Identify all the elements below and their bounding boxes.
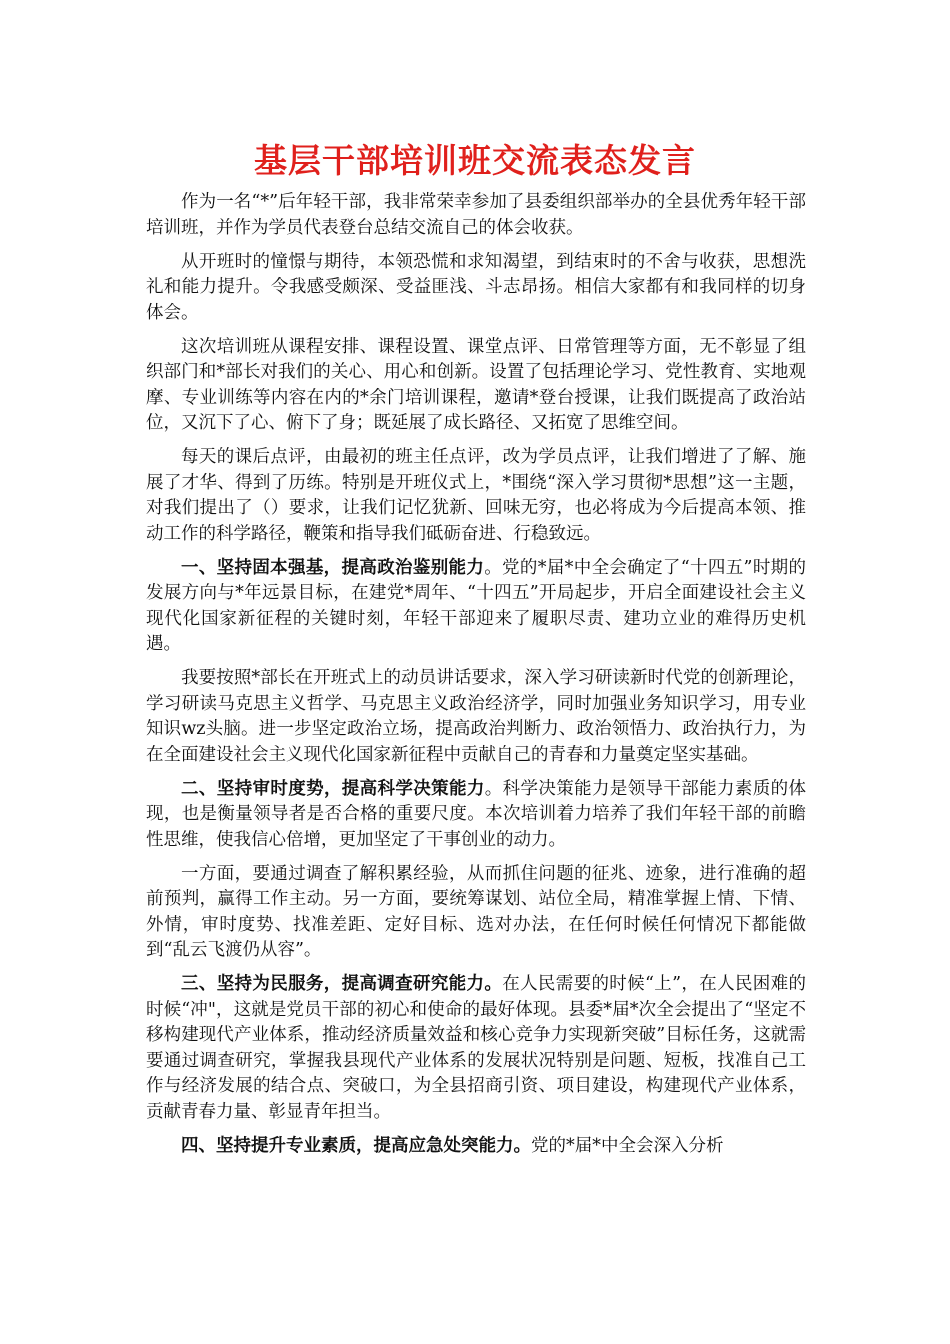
section-three (146, 972, 806, 1125)
paragraph-text: 。党的*届*中全会确定了“十四五”时期的发展方向与*年远景目标，在建党*周年、“十四五”开局起步，开启全面建设社会主义现代化国家新征程的关键时刻，年轻干部迎来了履职尽责、建功立业的难得历史机遇。 (146, 557, 806, 654)
paragraph-text: 每天的课后点评，由最初的班主任点评，改为学员点评，让我们增进了了解、施展了才华、得到了历练。特别是开班仪式上，*围绕“深入学习贯彻*思想”这一主题，对我们提出了（）要求，让我们记忆犹新、回味无穷，也必将成为今后提高本领、推动工作的科学路径，鞭策和指导我们砥砺奋进、行稳致远。 (146, 447, 806, 544)
section-heading: 一、坚持固本强基，提高政治鉴别能力 (181, 557, 485, 578)
paragraph-text: 党的*届*中全会深入分析 (531, 1135, 724, 1156)
document-title: 基层干部培训班交流表态发言 (254, 141, 696, 180)
paragraph-text: 从开班时的憧憬与期待，本领恐慌和求知渴望，到结束时的不舍与收获，思想洗礼和能力提升。令我感受颇深、受益匪浅、斗志昂扬。相信大家都有和我同样的切身体会。 (146, 251, 806, 323)
paragraph-text: 作为一名“*”后年轻干部，我非常荣幸参加了县委组织部举办的全县优秀年轻干部培训班，并作为学员代表登台总结交流自己的体会收获。 (146, 192, 806, 238)
paragraph-approach (146, 862, 806, 964)
section-two (146, 777, 806, 854)
paragraph-intro (146, 190, 806, 241)
paragraph-text: 。科学决策能力是领导干部能力素质的体现，也是衡量领导者是否合格的重要尺度。本次培训着力培养了我们年轻干部的前瞻性思维，使我信心倍增，更加坚定了干事创业的动力。 (146, 778, 806, 850)
paragraph-expectation (146, 250, 806, 327)
paragraph-study-plan (146, 666, 806, 768)
section-heading: 三、坚持为民服务，提高调查研究能力。 (181, 974, 503, 994)
paragraph-text: 一方面，要通过调查了解积累经验，从而抓住问题的征兆、迹象，进行准确的超前预判，赢得工作主动。另一方面，要统筹谋划、站位全局，精准掌握上情、下情、外情，审时度势、找准差距、定好目标、选对办法，在任何时候任何情况下都能做到“乱云飞渡仍从容”。 (146, 863, 806, 960)
document-body (146, 190, 806, 1168)
section-heading: 二、坚持审时度势，提高科学决策能力 (181, 778, 485, 799)
paragraph-text: 在人民需要的时候“上”，在人民困难的时候“冲"，这就是党员干部的初心和使命的最好体现。县委*届*次全会提出了“坚定不移构建现代产业体系，推动经济质量效益和核心竞争力实现新突破”目标任务，这就需要通过调查研究，掌握我县现代产业体系的发展状况特别是问题、短板，找准自己工作与经济发展的结合点、突破口，为全县招商引资、项目建设，构建现代产业体系，贡献青春力量、彰显青年担当。 (146, 974, 806, 1122)
paragraph-course-design (146, 335, 806, 437)
section-heading: 四、坚持提升专业素质，提高应急处突能力。 (181, 1135, 531, 1156)
paragraph-text: 我要按照*部长在开班式上的动员讲话要求，深入学习研读新时代党的创新理论，学习研读马克思主义哲学、马克思主义政治经济学，同时加强业务知识学习，用专业知识wz头脑。进一步坚定政治立场，提高政治判断力、政治领悟力、政治执行力，为在全面建设社会主义现代化国家新征程中贡献自己的青春和力量奠定坚实基础。 (146, 668, 806, 765)
paragraph-text: 这次培训班从课程安排、课程设置、课堂点评、日常管理等方面，无不彰显了组织部门和*部长对我们的关心、用心和创新。设置了包括理论学习、党性教育、实地观摩、专业训练等内容在内的*余门培训课程，邀请*登台授课，让我们既提高了政治站位，又沉下了心、俯下了身；既延展了成长路径、又拓宽了思维空间。 (146, 336, 806, 433)
section-one (146, 556, 806, 658)
paragraph-evaluation (146, 445, 806, 547)
section-four (146, 1134, 806, 1160)
